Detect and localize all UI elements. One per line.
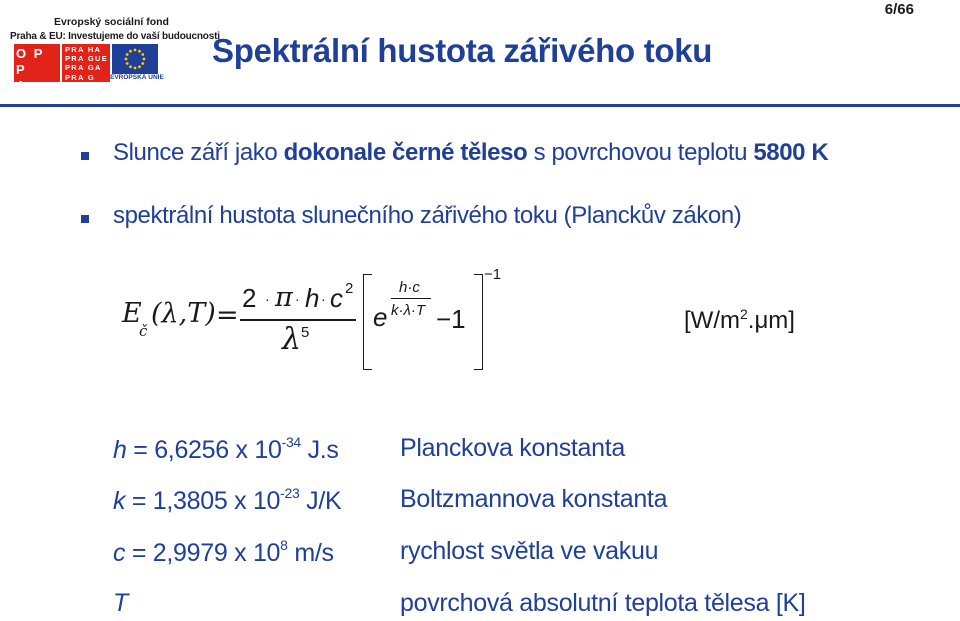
formula-den-lambda: λ	[282, 322, 302, 357]
formula-dot: ·	[265, 291, 270, 307]
formula-exp-den: k·λ·T	[391, 302, 426, 319]
formula-bracket-exp: −1	[484, 266, 502, 283]
eu-flag-icon	[112, 44, 158, 74]
formula-minus-one: −1	[436, 304, 466, 334]
formula-equals: =	[216, 300, 239, 331]
eu-star-icon	[141, 53, 144, 56]
formula-num-c-exp: 2	[345, 280, 354, 297]
formula-exp-base: e	[373, 302, 388, 332]
eu-star-icon	[125, 58, 128, 61]
formula-exp-num: h·c	[399, 279, 420, 296]
formula-exp-bar	[391, 298, 431, 299]
formula-lhs-symbol: E	[122, 298, 142, 329]
square-bullet-icon	[81, 152, 89, 160]
formula-fraction-bar	[240, 319, 356, 321]
formula-num-c: c	[330, 283, 343, 313]
constant-k-description: Boltzmannova konstanta	[400, 485, 668, 513]
esf-slogan: Praha & EU: Investujeme do vaší budoucnosti	[10, 31, 220, 42]
esf-logo-text: Evropský sociální fond	[54, 16, 169, 28]
eu-star-icon	[143, 58, 146, 61]
formula-dot: ·	[321, 291, 326, 307]
eu-caption: EVROPSKÁ UNIE	[110, 74, 164, 81]
eu-star-icon	[138, 50, 141, 53]
eu-star-icon	[126, 53, 129, 56]
eu-star-icon	[134, 49, 137, 52]
eu-star-icon	[129, 65, 132, 68]
constant-t: T	[113, 589, 128, 617]
formula-dot: ·	[295, 291, 300, 307]
formula-num-two: 2	[242, 283, 257, 313]
formula-num-pi: π	[275, 282, 293, 313]
bullet-planck-law: spektrální hustota slunečního zářivého toku (Planckův zákon)	[113, 202, 742, 229]
formula-den-exp: 5	[301, 324, 310, 341]
eu-star-icon	[141, 62, 144, 65]
eu-star-icon	[126, 62, 129, 65]
square-bullet-icon	[81, 215, 89, 223]
formula-num-h: h	[305, 283, 320, 313]
header-divider	[0, 104, 960, 107]
formula-unit: $[W/m^2.\mu m]$	[684, 306, 795, 334]
constant-h: h = 6,6256 x $10^{-34}$ J.s	[113, 434, 339, 464]
bullet-blackbody: Slunce září jako dokonale černé těleso s povrchovou teplotu 5800 K	[113, 139, 829, 166]
constant-h-description: Planckova konstanta	[400, 434, 626, 462]
praha-logo-text: PRA HA PRA GUE PRA GA PRA G	[65, 45, 108, 82]
eu-star-icon	[134, 67, 137, 70]
constant-t-description: povrchová absolutní teplota tělesa [K]	[400, 589, 806, 617]
constant-c: c = 2,9979 x $10^8$ m/s	[113, 537, 334, 567]
constant-k: k = 1,3805 x $10^{-23}$ J/K	[113, 485, 342, 515]
page-title: Spektrální hustota zářivého toku	[212, 32, 713, 69]
constant-c-description: rychlost světla ve vakuu	[400, 537, 659, 565]
eu-star-icon	[138, 65, 141, 68]
eu-star-icon	[129, 50, 132, 53]
formula-lhs-args: (λ,T)	[151, 298, 216, 329]
formula-bracket-left	[363, 274, 372, 370]
page-number: 6/66	[884, 1, 914, 18]
opp-logo-text: O P P A	[16, 46, 45, 93]
formula-lhs-subscript: č	[139, 322, 148, 340]
formula-bracket-right	[474, 274, 483, 370]
